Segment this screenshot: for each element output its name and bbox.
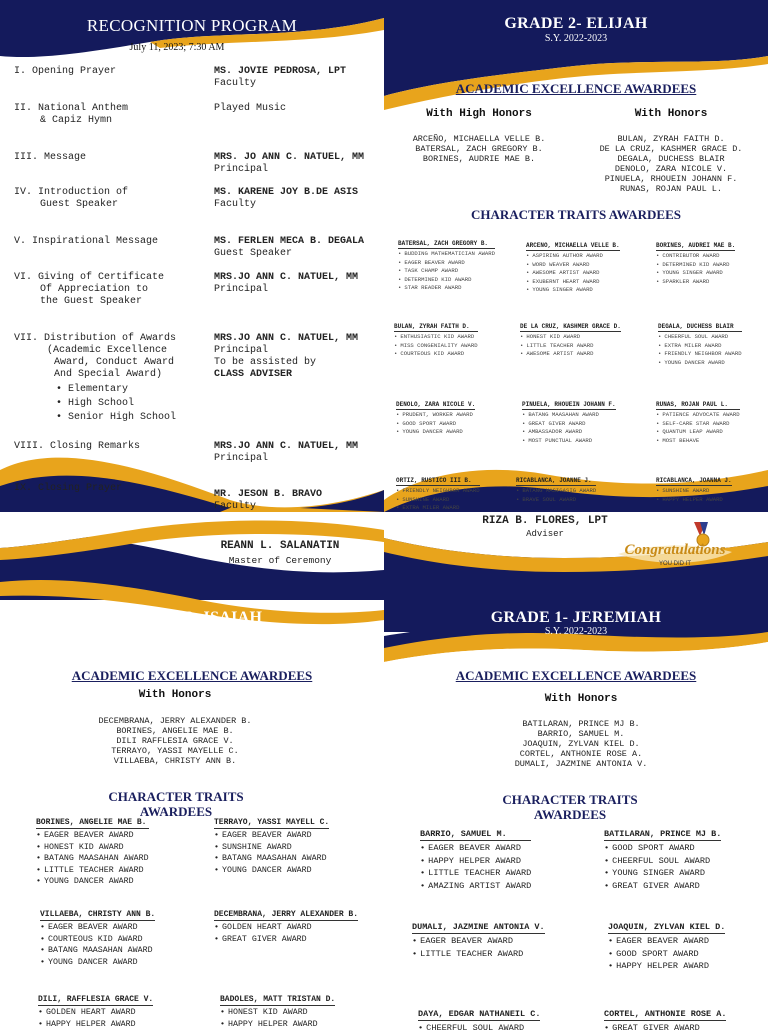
- grade1-trait-block: BATILARAN, PRINCE MJ B. • GOOD SPORT AWARD • CHEERFUL SOUL AWARD • YOUNG SINGER AWARD • GREAT GIVER AWARD: [604, 829, 721, 892]
- grade2-character-title: CHARACTER TRAITS AWARDEES: [471, 207, 681, 222]
- grade1-trait-block: CORTEL, ANTHONIE ROSE A. • GREAT GIVER AWARD: [604, 1009, 726, 1035]
- grade2-trait-block: ARCENO, MICHAELLA VELLE B. • ASPIRING AUTHOR AWARD • WORD WEAVER AWARD • AWESOME ARTIST AWARD • EXUBERNT HEART AWARD • YOUNG SINGER AWARD: [526, 242, 620, 295]
- grade2-trait-block: RICABLANCA, JOANNA J. • SUNSHINE AWARD • HAPPY HELPER AWARD: [656, 477, 732, 504]
- grade1-panel: [384, 512, 768, 1033]
- program-panel: RECOGNITION PROGRAM July 11, 2023; 7:30 AM I. Opening Prayer MS. JOVIE PEDROSA, LPT Faculty II. National Anthem & Capiz Hymn Played Music III. Message MRS. JO ANN C. NATUEL, MM Principal IV. Introduction of Guest Speaker MS. KARENE JOY B.DE ASIS Faculty V. Inspirational Message MS. FERLEN MECA B. DEGALA Guest Speaker VI. Giving of Certificate Of Appreciation to the Guest Speaker MRS.JO ANN C. NATUEL, MM Principal VII. Distribution of Awards (Academic Excellence Award, Conduct Award And Special Award) • Elementary • High School • Senior High School MRS.JO ANN C. NATUEL, MM Principal To be assisted by CLASS ADVISER VIII. Closing Remarks MRS.JO ANN C. NATUEL, MM Principal IX. Closing Prayer MR. JESON B. BRAVO Faculty: [0, 0, 384, 512]
- program-title: RECOGNITION PROGRAM: [86, 16, 298, 35]
- level-senior-high: • Senior High School: [56, 411, 210, 425]
- grade2-sy: S.Y. 2022-2023: [544, 33, 608, 44]
- grade3-trait-block: BORINES, ANGELIE MAE B. • EAGER BEAVER AWARD • HONEST KID AWARD • BATANG MAASAHAN AWARD • LITTLE TEACHER AWARD • YOUNG DANCER AWARD: [36, 818, 149, 888]
- grade1-academic-title: ACADEMIC EXCELLENCE AWARDEES: [455, 668, 697, 683]
- grade1-character-title-2: AWARDEES: [533, 807, 607, 822]
- grade2-honors-label: With Honors: [634, 108, 708, 120]
- grade2-trait-block: DENOLO, ZARA NICOLE V. • PRUDENT, WORKER AWARD • GOOD SPORT AWARD • YOUNG DANCER AWARD: [396, 401, 475, 437]
- mc-role: Master of Ceremony: [228, 555, 332, 566]
- grade3-trait-block: BADOLES, MATT TRISTAN D. • HONEST KID AWARD • HAPPY HELPER AWARD: [220, 995, 335, 1030]
- grade3-trait-block: DECEMBRANA, JERRY ALEXANDER B. • GOLDEN HEART AWARD • GREAT GIVER AWARD: [214, 910, 358, 945]
- grade3-trait-block: TERRAYO, YASSI MAYELL C. • EAGER BEAVER AWARD • SUNSHINE AWARD • BATANG MAASAHAN AWARD • YOUNG DANCER AWARD: [214, 818, 329, 876]
- grade3-title: GRADE 3- ISAIAH: [121, 609, 263, 626]
- grade2-panel: [384, 0, 768, 512]
- grade1-character-title: CHARACTER TRAITS: [502, 792, 638, 807]
- grade2-high-honors-list: ARCEÑO, MICHAELLA VELLE B. BATERSAL, ZACH GREGORY B. BORINES, AUDRIE MAE B.: [412, 134, 546, 164]
- grade2-trait-block: RUNAS, ROJAN PAUL L. • PATIENCE ADVOCATE AWARD • SELF-CARE STAR AWARD • QUANTUM LEAP AWARD • MOST BEHAVE: [656, 401, 740, 445]
- grade2-trait-block: BORINES, AUDREI MAE B. • CONTRIBUTOR AWARD • DETERMINED KID AWARD • YOUNG SINGER AWARD • SPARKLER AWARD: [656, 242, 735, 286]
- grade1-trait-block: DUMALI, JAZMINE ANTONIA V. • EAGER BEAVER AWARD • LITTLE TEACHER AWARD: [412, 922, 545, 960]
- grade2-honors-list: BULAN, ZYRAH FAITH D. DE LA CRUZ, KASHMER GRACE D. DEGALA, DUCHESS BLAIR DENOLO, ZARA NICOLE V. PINUELA, RHOUEIN JOHANN F. RUNAS, ROJAN PAUL L.: [599, 134, 743, 194]
- grade2-high-honors-label: With High Honors: [426, 108, 532, 120]
- grade3-trait-block: DILI, RAFFLESIA GRACE V. • GOLDEN HEART AWARD • HAPPY HELPER AWARD: [38, 995, 153, 1030]
- grade1-trait-block: JOAQUIN, ZYLVAN KIEL D. • EAGER BEAVER AWARD • GOOD SPORT AWARD • HAPPY HELPER AWARD: [608, 922, 725, 973]
- grade3-trait-block: VILLAEBA, CHRISTY ANN B. • EAGER BEAVER AWARD • COURTEOUS KID AWARD • BATANG MAASAHAN AWARD • YOUNG DANCER AWARD: [40, 910, 155, 968]
- grade1-honors-list: BATILARAN, PRINCE MJ B. BARRIO, SAMUEL M. JOAQUIN, ZYLVAN KIEL D. CORTEL, ANTHONIE ROSE A. DUMALI, JAZMINE ANTONIA V.: [514, 719, 648, 769]
- grade1-trait-block: BARRIO, SAMUEL M. • EAGER BEAVER AWARD • HAPPY HELPER AWARD • LITTLE TEACHER AWARD • AMAZING ARTIST AWARD: [420, 829, 531, 892]
- grade2-adviser-role: Adviser: [526, 529, 564, 539]
- grade1-sy: S.Y. 2022-2023: [544, 626, 608, 637]
- congratulations-badge: [614, 518, 736, 576]
- congrats-text: Congratulations: [624, 542, 726, 558]
- grade1-honors-label: With Honors: [544, 693, 618, 705]
- grade2-trait-block: BATERSAL, ZACH GREGORY B. • BUDDING MATHEMATICIAN AWARD • EAGER BEAVER AWARD • TASK CHAMP AWARD • DETERMINED KID AWARD • STAR READER AWARD: [398, 240, 495, 293]
- program-date: July 11, 2023; 7:30 AM: [129, 42, 225, 53]
- grade2-trait-block: RICABLANCA, JOANNE J. • BATANG MASIGASIG AWARD • BRAVE SOUL AWARD: [516, 477, 596, 504]
- grade2-trait-block: ORTIZ, RUSTICO III B. • FRIENDLY NEIGHBOR AWARD • SUNSHINE AWARD • EXTRA MILER AWARD: [396, 477, 480, 513]
- grade3-honors-label: With Honors: [138, 689, 212, 701]
- grade1-title: GRADE 1- JEREMIAH: [490, 609, 662, 626]
- grade3-sy: S.Y. 2022-2023: [160, 626, 224, 637]
- grade3-honors-list: DECEMBRANA, JERRY ALEXANDER B. BORINES, ANGELIE MAE B. DILI RAFFLESIA GRACE V. TERRAYO, YASSI MAYELLE C. VILLAEBA, CHRISTY ANN B.: [98, 716, 252, 766]
- mc-name: REANN L. SALANATIN: [220, 540, 340, 552]
- grade3-academic-title: ACADEMIC EXCELLENCE AWARDEES: [71, 668, 313, 683]
- grade2-academic-title: ACADEMIC EXCELLENCE AWARDEES: [455, 81, 697, 96]
- grade2-trait-block: PINUELA, RHOUEIN JOHANN F. • BATANG MAASAHAN AWARD • GREAT GIVER AWARD • AMBASSADOR AWARD • MOST PUNCTUAL AWARD: [522, 401, 616, 445]
- level-high-school: • High School: [56, 397, 210, 411]
- grade2-adviser-name: RIZA B. FLORES, LPT: [482, 515, 608, 527]
- grade1-trait-block: DAYA, EDGAR NATHANEIL C. • CHEERFUL SOUL AWARD: [418, 1009, 540, 1035]
- grade2-trait-block: DEGALA, DUCHESS BLAIR • CHEERFUL SOUL AWARD • EXTRA MILER AWARD • FRIENDLY NEIGHBOR AWARD • YOUNG DANCER AWARD: [658, 323, 742, 367]
- grade2-title: GRADE 2- ELIJAH: [504, 15, 648, 32]
- grade2-trait-block: DE LA CRUZ, KASHMER GRACE D. • HONEST KID AWARD • LITTLE TEACHER AWARD • AWESOME ARTIST AWARD: [520, 323, 621, 359]
- congrats-sub: YOU DID IT: [658, 561, 691, 567]
- grade3-panel: [0, 512, 384, 1029]
- level-elementary: • Elementary: [56, 383, 210, 397]
- grade3-character-title: CHARACTER TRAITS: [108, 789, 244, 804]
- grade3-character-title-2: AWARDEES: [139, 804, 213, 819]
- grade2-trait-block: BULAN, ZYRAH FAITH D. • ENTHUSIASTIC KID AWARD • MISS CONGENIALITY AWARD • COURTEOUS KID AWARD: [394, 323, 478, 359]
